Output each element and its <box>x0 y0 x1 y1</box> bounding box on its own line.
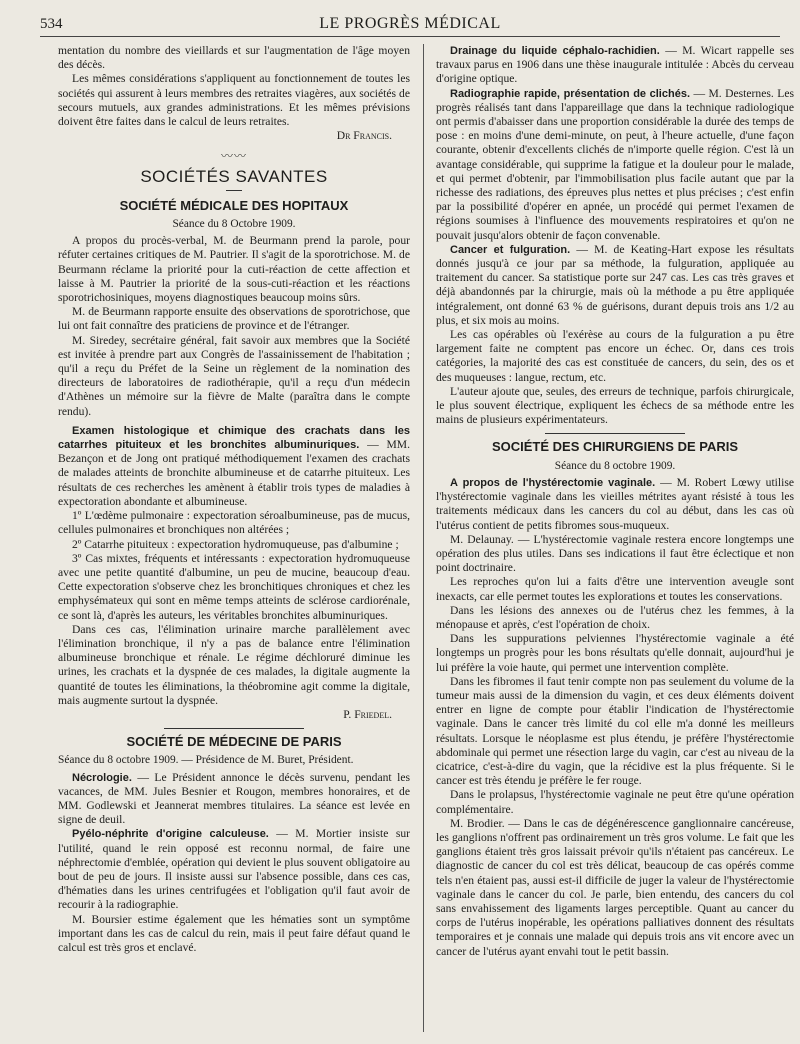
paragraph-text: expose les résultats donnés jusqu'à ce jour par sa méthode, la fulguration, appliquée au traitement du cancer. Sa statistique porte sur 247 cas. Les cas très graves et déjà abandonnés par la chirurgie, mais où la méthode a pu être appliquée intégralement, ont donné 63 % de guérisons, durant depuis trois ans 1/2 au plus, et six mois au moins. <box>436 242 794 327</box>
session-date: Séance du 8 octobre 1909. — Présidence de M. Buret, Président. <box>58 754 354 767</box>
paragraph <box>436 243 794 328</box>
society-title: SOCIÉTÉ DES CHIRURGIENS DE PARIS <box>491 439 739 455</box>
paragraph: Les reproches qu'on lui a faits d'être une intervention aveugle sont inexacts, car elle permet toutes les explorations et toutes les conservations. <box>436 575 794 603</box>
rubric-heading: A propos de l'hystérectomie vaginale. <box>450 476 656 489</box>
paragraph-text: rappelle ses travaux parus en 1906 dans une thèse inaugurale intitulée : Abcès du cerveau d'origine optique. <box>436 44 794 86</box>
paragraph: Les mêmes considérations s'appliquent au fonctionnement de toutes les sociétés qui assurent à leurs membres des retraites viagères, aux sociétés de secours mutuels, aux grandes administrations. Et les mêmes prévisions doivent être faites dans le calcul de leurs retraites. <box>58 72 410 129</box>
paragraph <box>436 44 794 87</box>
rubric-heading: Radiographie rapide, présentation de clichés. <box>450 87 690 100</box>
divider <box>226 190 242 191</box>
paragraph <box>58 771 410 828</box>
paragraph: Dans les fibromes il faut tenir compte non pas seulement du volume de la tumeur mais aussi de la dimension du vagin, et ces deux éléments doivent entrer en ligne de compte pour établir l'indication de l'hystérectomie vaginale. Dans le cancer très limité du col elle m'a donné les meilleurs résultats. Lorsque le néoplasme est plus étendu, je préfère l'hystérectomie abdominale qui permet une résection large du vagin, car c'est au niveau de la cicatrice, c'est-à-dire du vagin, que la récidive est la plus fréquente. Si le cancer est très étendu je préfère le fer rouge. <box>436 674 794 788</box>
paragraph: L'auteur ajoute que, seules, des erreurs de technique, parfois chirurgicale, le plus souvent électrique, expliquent les échecs de sa méthode entre les mains de plusieurs expérimentateurs. <box>436 384 794 427</box>
list-item: 3º Cas mixtes, fréquents et intéressants : expectoration hydromuqueuse avec une petite quantité d'albumine, un peu de mucine, beaucoup d'eau. Cette expectoration s'observe chez les bronchitiques chroniques et chez les emphysémateux qui sont en même temps atteints de sclérose cardiorénale, ce sont là, d'après les auteurs, les véritables bronchites albuminuriques. <box>58 551 410 622</box>
paragraph: M. de Beurmann rapporte ensuite des observations de sporotrichose, que lui ont fait connaître des praticiens de province et de l'étranger. <box>58 305 410 333</box>
paragraph: Dans les lésions des annexes ou de l'utérus chez les femmes, à la ménopause et après, c'est l'opération de choix. <box>436 603 794 631</box>
rubric-heading: Examen histologique et chimique des crachats dans les catarrhes pituiteux et les bronchites albuminuriques. <box>58 424 410 452</box>
session-date: Séance du 8 octobre 1909. <box>554 459 676 472</box>
paragraph-text: insiste sur l'utilité, quand le rein opposé est reconnu normal, de faire une néphrectomie d'emblée, opération qui devient le plus souvent obligatoire au bout de peu de jours. Il insiste aussi sur l'absence possible, dans ces cas, d'hématies dans les urines centrifugées et l'obligation qu'il faut avoir de recourir à la radiographie. <box>58 827 410 912</box>
page-number: 534 <box>40 16 63 32</box>
author-name: — M. Robert Lœwy <box>660 475 761 489</box>
author-signature: Dr Francis. <box>336 129 392 143</box>
section-title: SOCIÉTÉS SAVANTES <box>140 166 328 186</box>
paragraph-text: utilise l'hystérectomie vaginale dans les vieilles métrites ayant résisté à tous les traitements médicaux dans les cancers du col au début, dans les cas où l'utérus contient de petits fibromes sous-muqueux. <box>436 475 794 532</box>
author-name: — M. Desternes. <box>693 86 774 100</box>
page-header <box>40 14 780 37</box>
author-name: — MM. Bezançon et de Jong <box>58 438 410 466</box>
society-title: SOCIÉTÉ DE MÉDECINE DE PARIS <box>126 734 342 750</box>
paragraph-text: — Le Président annonce le décès survenu, pendant les vacances, de MM. Jules Besnier et Rougon, membres honoraires, et de MM. Godlewski et Jeannerat membres titulaires. La séance est levée en signe de deuil. <box>58 770 410 827</box>
paragraph: Dans les suppurations pelviennes l'hystérectomie vaginale a été longtemps un progrès pour les bons résultats qu'elle donnait, aujourd'hui je lui préfère la voie haute, qui permet une intervention complète. <box>436 632 794 674</box>
paragraph-text: Les progrès réalisés tant dans l'appareillage que dans la technique radiologique ont permis d'abaisser dans une proportion considérable la durée des temps de pose : en moins d'une demi-minute, on peut, à l'heure actuelle, d'une façon courante, obtenir d'excellents clichés de n'importe quelle région. C'est là un avantage considérable, qui supprime la fatigue et la douleur pour le malade, et qui permet d'obtenir, par l'immobilisation plus facile autant que par la richesse des radiations, des épreuves plus nettes et plus précises ; c'est enfin par la possibilité d'opérer en apnée, un procédé qui permet l'examen de régions soumises à l'influence des mouvements respiratoires et qu'on ne pouvait jusqu'alors obtenir de façon convenable. <box>436 86 794 242</box>
rubric-heading: Drainage du liquide céphalo-rachidien. <box>450 45 660 57</box>
journal-title: LE PROGRÈS MÉDICAL <box>319 15 501 32</box>
right-column <box>436 44 794 1036</box>
rubric-heading: Pyélo-néphrite d'origine calculeuse. <box>72 828 269 841</box>
paragraph: M. Boursier estime également que les hématies sont un symptôme important dans les cas de calcul du rein, mais il peut faire défaut quand le calcul est très gros et enclavé. <box>58 912 410 954</box>
paragraph-text: ont pratiqué méthodiquement l'examen des crachats de malades atteints de bronchite albumineuse et de catarrhe pituiteux. Les résultats de ces recherches les amènent à établir trois types de maladies à expectoration abondante et albumineuse. <box>58 452 410 508</box>
paragraph: M. Siredey, secrétaire général, fait savoir aux membres que la Société est invitée à prendre part aux Congrès de l'assainissement de l'habitation ; qu'il a reçu du Préfet de la Seine un règlement de la nomination des directeurs de laboratoires de radiothérapie, qu'il a reçu d'un médecin d'Athènes un mémoire sur la fièvre de Malte (paraîtra dans le compte rendu). <box>58 333 410 418</box>
paragraph: mentation du nombre des vieillards et sur l'augmentation de l'âge moyen des décès. <box>58 44 410 72</box>
paragraph: Les cas opérables où l'exérèse au cours de la fulguration a pu être largement faite ne comptent pas encore un échec. Or, dans ces trois catégories, la majorité des cas est constituée de cancers, du sein, des os et des muqueuses : langue, rectum, etc. <box>436 328 794 384</box>
paragraph <box>436 476 794 533</box>
paragraph: M. Brodier. — Dans le cas de dégénérescence ganglionnaire cancéreuse, les ganglions n'offrent pas ordinairement un très gros volume. Le fait que les ganglions étaient très gros laissait prévoir qu'ils n'étaient pas cancéreux. Le diagnostic de cancer du col est très délicat, beaucoup de cas opérés comme tels n'en étaient pas, aussi est-il difficile de juger la valeur de l'hystérectomie vaginale dans le cancer du col. Je parle, bien entendu, des cancers du col sans envahissement des ligaments larges perceptible. Quant au cancer du corps de l'utérus inopérable, les opérations palliatives donnent des résultats temporaires et je connais une malade qui depuis trois ans vit encore avec un cancer de l'utérus ayant envahi tout le petit bassin. <box>436 816 794 958</box>
author-name: — M. de Keating-Hart <box>576 242 692 256</box>
author-name: — M. Mortier <box>276 827 352 841</box>
author-name: — M. Wicart <box>665 44 732 57</box>
paragraph: A propos du procès-verbal, M. de Beurmann prend la parole, pour réfuter certaines critiques de M. Pautrier. Il s'agit de la sporotrichose. M. de Beurmann réclame la priorité pour la cuti-réaction de cette affection et laisse à M. Pautrier la priorité de la sous-cuti-réaction et les réactions sporotrichosiniques, moyens diagnostiques beaucoup moins sûrs. <box>58 234 410 305</box>
decorative-flourish: 〰〰 <box>220 149 247 164</box>
paragraph <box>58 827 410 912</box>
divider <box>164 728 304 729</box>
paragraph: M. Delaunay. — L'hystérectomie vaginale restera encore longtemps une opération des plus utiles. Dans ses indications il faut être éclectique et non point doctrinaire. <box>436 532 794 575</box>
list-item: 1º L'œdème pulmonaire : expectoration séroalbumineuse, pas de mucus, cellules pulmonaires et bronchiques non altérées ; <box>58 509 410 537</box>
left-column <box>58 44 410 1036</box>
session-date: Séance du 8 Octobre 1909. <box>172 218 296 231</box>
divider <box>545 433 685 434</box>
society-title: SOCIÉTÉ MÉDICALE DES HOPITAUX <box>119 197 349 213</box>
rubric-heading: Cancer et fulguration. <box>450 243 571 256</box>
column-divider <box>423 44 424 1032</box>
paragraph: Dans le prolapsus, l'hystérectomie vaginale ne peut être qu'une opération complémentaire. <box>436 788 794 816</box>
list-item: 2º Catarrhe pituiteux : expectoration hydromuqueuse, pas d'albumine ; <box>72 537 399 551</box>
paragraph <box>436 87 794 243</box>
paragraph <box>58 424 410 509</box>
author-signature: P. Friedel. <box>343 707 392 721</box>
paragraph: Dans ces cas, l'élimination urinaire marche parallèlement avec l'élimination bronchique, il n'y a pas de balance entre l'élimination albumineuse bronchique et rénale. Le régime déchloruré diminue les urines, les crachats et la dyspnée de ces malades, la digitale augmente la quantité de toutes les éliminations, la théobromine agit comme la digitale, mais augmente surtout la dyspnée. <box>58 622 410 707</box>
rubric-heading: Nécrologie. <box>72 771 132 784</box>
